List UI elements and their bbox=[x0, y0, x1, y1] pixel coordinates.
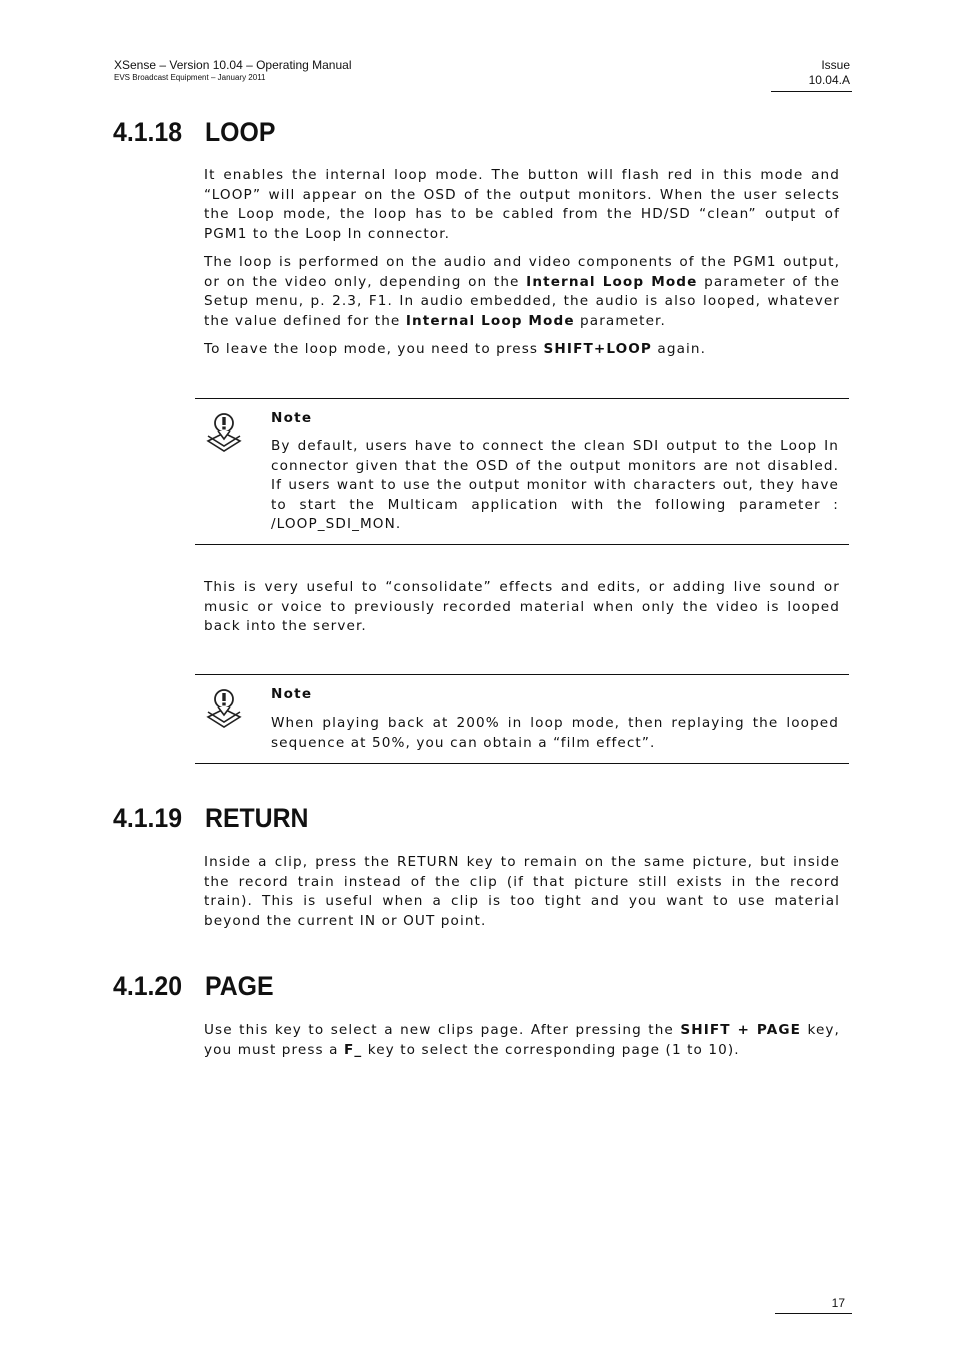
section-number: 4.1.19 bbox=[113, 803, 183, 833]
note-text: When playing back at 200% in loop mode, then replaying the looped sequence at 50%, you can obtain a “film effect”. bbox=[271, 715, 839, 751]
note-text: By default, users have to connect the clean SDI output to the Loop In connector given that the OSD of the output monitors are not disabled. If users want to use the output monitor with characters out, they have to start the Multicam application with the following parameter : /LOOP_SDI_MON. bbox=[271, 438, 839, 532]
setting-name: Internal Loop Mode bbox=[526, 273, 698, 290]
section-title: LOOP bbox=[205, 117, 276, 147]
footer-rule bbox=[775, 1313, 852, 1314]
page-paragraph: Use this key to select a new clips page. After pressing the SHIFT + PAGE key, you must press a F_ key to select the corresponding page (1 to 10). bbox=[204, 1022, 840, 1058]
note-title: Note bbox=[271, 410, 313, 426]
section-title: RETURN bbox=[205, 803, 309, 833]
note-title: Note bbox=[271, 686, 313, 702]
page-number: 17 bbox=[831, 1296, 845, 1310]
section-number: 4.1.20 bbox=[113, 971, 183, 1001]
section-number: 4.1.18 bbox=[113, 117, 183, 147]
section-heading-page bbox=[113, 970, 274, 1002]
note-box bbox=[195, 398, 849, 545]
key-combo: SHIFT+LOOP bbox=[543, 341, 652, 357]
issue-label: Issue bbox=[821, 58, 850, 72]
note-warning-icon bbox=[204, 411, 244, 455]
key-name: F_ bbox=[344, 1041, 363, 1058]
manual-title: XSense – Version 10.04 – Operating Manual bbox=[114, 58, 352, 72]
issue-value: 10.04.A bbox=[808, 73, 850, 87]
key-combo: SHIFT + PAGE bbox=[680, 1022, 801, 1038]
loop-paragraph-1: It enables the internal loop mode. The button will flash red in this mode and “LOOP” will appear on the OSD of the output monitors. When the user selects the Loop mode, the loop has to be cabled from the HD/SD “clean” output of PGM1 to the Loop In connector. bbox=[204, 167, 840, 242]
issue-block bbox=[770, 58, 850, 88]
return-paragraph: Inside a clip, press the RETURN key to remain on the same picture, but inside the record train instead of the clip (if that picture still exists in the record train). This is useful when a clip is too tight and you want to use material beyond the current IN or OUT point. bbox=[204, 854, 840, 929]
section-heading-loop bbox=[113, 116, 275, 148]
loop-paragraph-2: The loop is performed on the audio and video components of the PGM1 output, or on the video only, depending on the Internal Loop Mode parameter of the Setup menu, p. 2.3, F1. In audio embedded, the audio is also looped, whatever the value defined for the Internal Loop Mode parameter. bbox=[204, 254, 841, 329]
header-rule bbox=[771, 91, 852, 92]
note-box bbox=[195, 674, 849, 764]
section-heading-return bbox=[113, 802, 309, 834]
section-title: PAGE bbox=[205, 971, 274, 1001]
loop-paragraph-4: This is very useful to “consolidate” effects and edits, or adding live sound or music or voice to previously recorded material when only the video is looped back into the server. bbox=[204, 579, 840, 634]
loop-paragraph-3: To leave the loop mode, you need to press SHIFT+LOOP again. bbox=[204, 341, 707, 357]
setting-name: Internal Loop Mode bbox=[405, 312, 575, 329]
note-warning-icon bbox=[204, 687, 244, 731]
manual-subtitle: EVS Broadcast Equipment – January 2011 bbox=[114, 73, 266, 82]
page-header bbox=[114, 58, 352, 83]
